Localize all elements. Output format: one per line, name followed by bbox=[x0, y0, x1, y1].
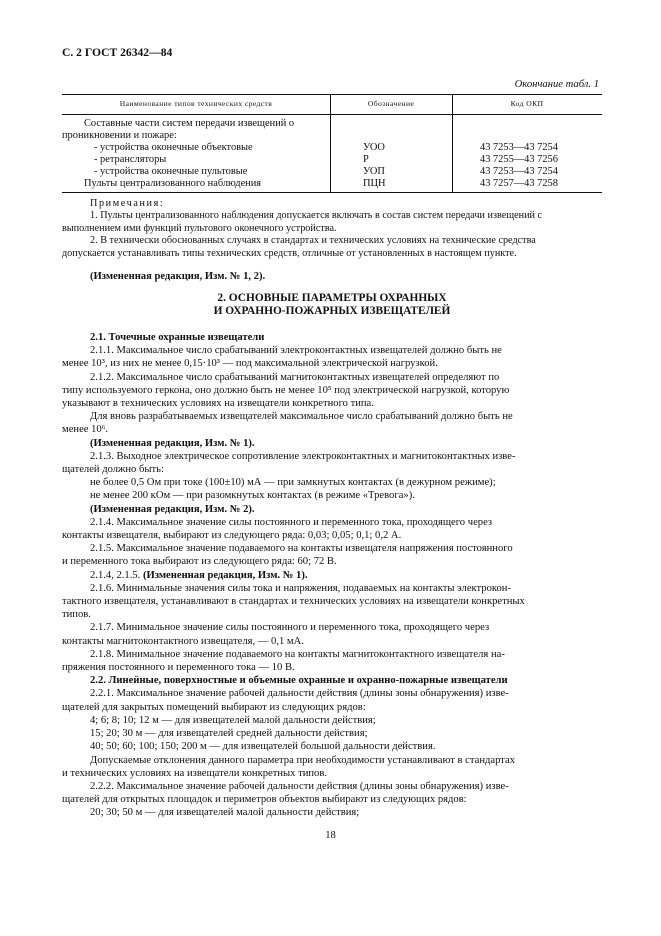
table-cell-okp: 43 7257—43 7258 bbox=[480, 178, 558, 189]
edit-note: (Измененная редакция, Изм. № 1). bbox=[90, 437, 255, 449]
paragraph-line: менее 10⁶. bbox=[62, 424, 109, 436]
section-title-line: 2. ОСНОВНЫЕ ПАРАМЕТРЫ ОХРАННЫХ bbox=[217, 292, 447, 304]
table-bottom-rule bbox=[62, 192, 602, 193]
paragraph-line: 2.2.1. Максимальное значение рабочей дальности действия (длины зоны обнаружения) изве- bbox=[90, 688, 509, 700]
paragraph-line: 2.1.7. Минимальное значение силы постоянного и переменного тока, проходящего через bbox=[90, 622, 490, 634]
column-header-name: Наименование типов технических средств bbox=[119, 99, 273, 108]
paragraph-line: щателей должно быть: bbox=[62, 464, 164, 476]
edit-note-clauses: 2.1.4, 2.1.5. bbox=[90, 569, 143, 581]
paragraph-line: типу используемого геркона, оно должно быть не менее 10⁵ под электрической нагрузкой, которую bbox=[62, 384, 510, 396]
table-cell-name: проникновении и пожаре: bbox=[62, 130, 177, 141]
paragraph-line: менее 10³, из них не менее 0,15·10³ — под максимальной электрической нагрузкой. bbox=[62, 358, 438, 370]
paragraph-line: 20; 30; 50 м — для извещателей малой дальности действия; bbox=[90, 807, 360, 819]
paragraph-line: 2.1.3. Выходное электрическое сопротивление электроконтактных и магнитоконтактных изве- bbox=[90, 450, 516, 462]
paragraph-line: Допускаемые отклонения данного параметра при необходимости устанавливают в стандартах bbox=[90, 754, 515, 766]
table-notes bbox=[62, 198, 602, 260]
section-body bbox=[62, 331, 602, 820]
table-cell-okp: 43 7253—43 7254 bbox=[480, 142, 558, 153]
table-cell-code: УОО bbox=[363, 142, 385, 153]
paragraph-line: пряжения постоянного и переменного тока — 10 В. bbox=[62, 662, 295, 674]
paragraph-line: тактного извещателя, устанавливают в стандартах и технических условиях на извещатели конкретных bbox=[62, 596, 525, 608]
paragraph-line: щателей для закрытых помещений выбирают из следующих рядов: bbox=[62, 701, 366, 713]
subsection-heading: 2.2. Линейные, поверхностные и объемные охранные и охранно-пожарные извещатели bbox=[90, 675, 508, 687]
table-cell-okp: 43 7255—43 7256 bbox=[480, 154, 558, 165]
paragraph-line: 2.2.2. Максимальное значение рабочей дальности действия (длины зоны обнаружения) изве- bbox=[90, 780, 509, 792]
page-number: 18 bbox=[325, 830, 336, 841]
paragraph-line: контакты извещателя, выбирают из следующего ряда: 0,03; 0,05; 0,1; 0,2 А. bbox=[62, 530, 402, 542]
paragraph-line: щателей для открытых площадок и периметров объектов выбирают из следующих рядов: bbox=[62, 794, 467, 806]
section-title bbox=[62, 292, 602, 319]
paragraph-line: указывают в технических условиях на извещатели конкретного типа. bbox=[62, 398, 374, 410]
table-cell-name: - устройства оконечные пультовые bbox=[94, 166, 248, 177]
note-line: выполнением ими функций пультового оконечного устройства. bbox=[62, 222, 337, 234]
table-cell-okp: 43 7253—43 7254 bbox=[480, 166, 558, 177]
paragraph-line: Для вновь разрабатываемых извещателей максимальное число срабатываний должно быть не bbox=[90, 411, 513, 423]
notes-title: Примечания: bbox=[90, 198, 165, 209]
table-cell-code: УОП bbox=[363, 166, 385, 177]
edit-note: (Измененная редакция, Изм. № 2). bbox=[90, 503, 255, 515]
page-header: С. 2 ГОСТ 26342—84 bbox=[62, 46, 173, 59]
edit-note: (Измененная редакция, Изм. № 1, 2). bbox=[90, 271, 266, 282]
edit-note-line bbox=[62, 569, 602, 582]
paragraph-line: и технических условиях на извещатели конкретных типов. bbox=[62, 767, 328, 779]
paragraph-line: 15; 20; 30 м — для извещателей средней дальности действия; bbox=[90, 728, 368, 740]
paragraph-line: 2.1.5. Максимальное значение подаваемого на контакты извещателя напряжения постоянного bbox=[90, 543, 513, 555]
edit-note: (Измененная редакция, Изм. № 1). bbox=[142, 569, 308, 581]
paragraph-line: не более 0,5 Ом при токе (100±10) мА — при замкнутых контактах (в дежурном режиме); bbox=[90, 477, 496, 489]
table-cell-code: ПЦН bbox=[363, 178, 386, 189]
section-title-line: И ОХРАННО-ПОЖАРНЫХ ИЗВЕЩАТЕЛЕЙ bbox=[213, 305, 451, 318]
paragraph-line: 4; 6; 8; 10; 12 м — для извещателей малой дальности действия; bbox=[90, 714, 376, 726]
paragraph-line: контакты магнитоконтактного извещателя, — 0,1 мА. bbox=[62, 635, 304, 647]
paragraph-line: и переменного тока выбирают из следующего ряда: 60; 72 В. bbox=[62, 556, 337, 568]
table-cell-name: Составные части систем передачи извещений о bbox=[84, 118, 295, 129]
table-cell-code: Р bbox=[363, 154, 369, 165]
table-top-rule bbox=[62, 94, 602, 95]
note-line: допускается устанавливать типы технических средств, отличные от установленных в настоящем пункте. bbox=[62, 247, 517, 259]
table-continuation-note: Окончание табл. 1 bbox=[514, 79, 599, 90]
paragraph-line: 2.1.8. Минимальное значение подаваемого на контакты магнитоконтактного извещателя на- bbox=[90, 648, 505, 660]
note-line: 1. Пульты централизованного наблюдения допускается включать в состав систем передачи извещений с bbox=[90, 210, 543, 222]
paragraph-line: типов. bbox=[62, 609, 91, 621]
column-header-code: Обозначение bbox=[367, 99, 415, 108]
subsection-heading: 2.1. Точечные охранные извещатели bbox=[90, 332, 265, 343]
paragraph-line: 2.1.6. Минимальные значения силы тока и напряжения, подаваемых на контакты электрокон- bbox=[90, 582, 511, 594]
paragraph-line: не менее 200 кОм — при разомкнутых контактах (в режиме «Тревога»). bbox=[90, 490, 415, 502]
paragraph-line: 2.1.2. Максимальное число срабатываний магнитоконтактных извещателей определяют по bbox=[90, 371, 500, 383]
paragraph-line: 40; 50; 60; 100; 150; 200 м — для извещателей большой дальности действия. bbox=[90, 741, 436, 753]
paragraph-line: 2.1.1. Максимальное число срабатываний электроконтактных извещателей должно быть не bbox=[90, 345, 502, 357]
paragraph-line: 2.1.4. Максимальное значение силы постоянного и переменного тока, проходящего через bbox=[90, 516, 493, 528]
table-cell-name: Пульты централизованного наблюдения bbox=[84, 178, 262, 189]
table-cell-name: - ретрансляторы bbox=[94, 154, 167, 165]
note-line: 2. В технически обоснованных случаях в стандартах и технических условиях на технические средства bbox=[90, 235, 536, 247]
table-header-rule bbox=[62, 114, 602, 115]
column-header-okp: Код ОКП bbox=[510, 99, 544, 108]
table-cell-name: - устройства оконечные объектовые bbox=[94, 142, 253, 153]
